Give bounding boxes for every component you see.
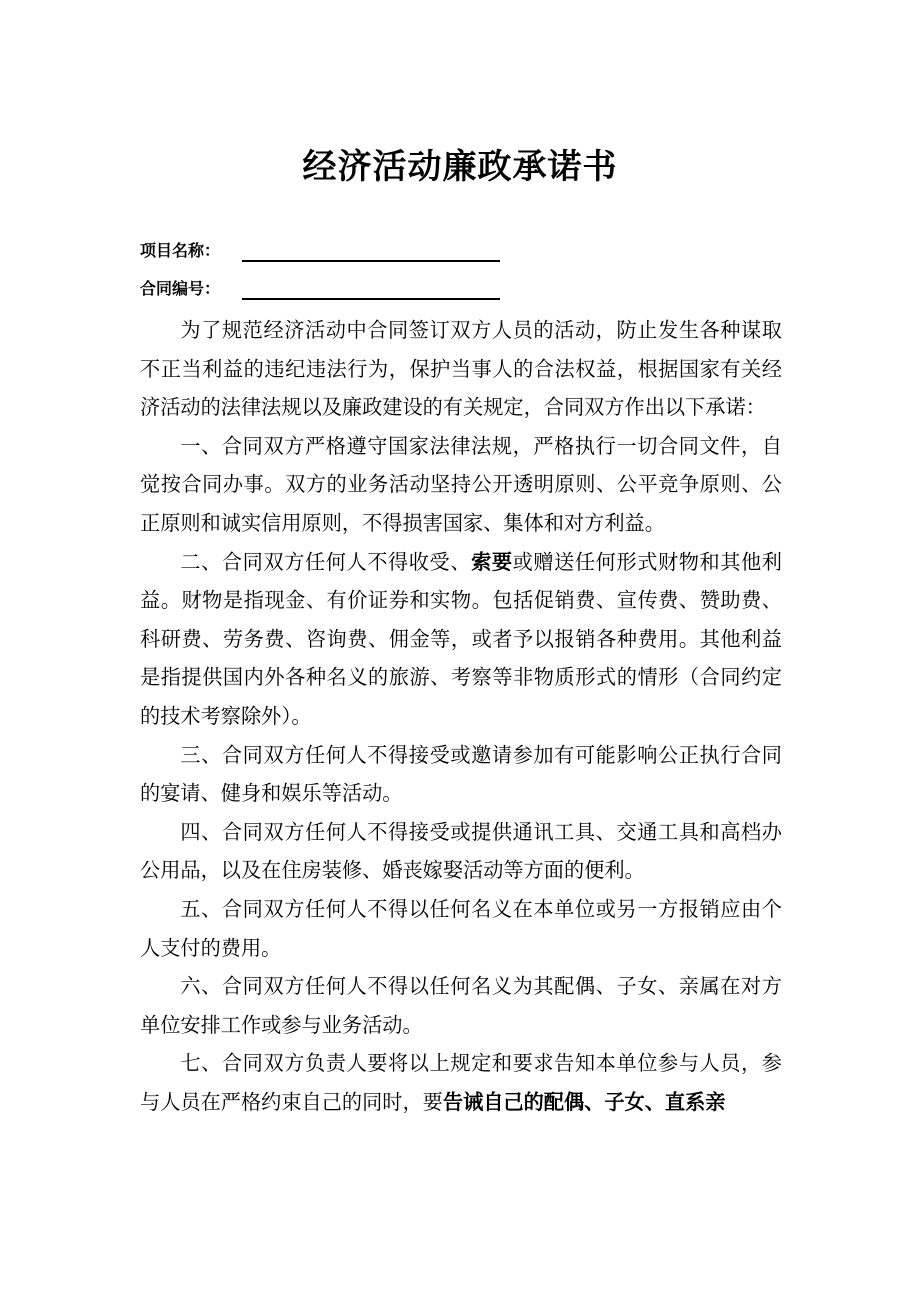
- clause-2: [140, 543, 782, 736]
- clause-7-bold: 告诫自己的配偶、子女、直系亲: [442, 1089, 726, 1114]
- contract-number-field: [140, 270, 500, 300]
- clause-7-text-a: 七、合同双方负责人要将以上规定和要求告知本单位参与人员，参与人员在严格约束自己的同时，要: [140, 1051, 782, 1114]
- clause-1: 一、合同双方严格遵守国家法律法规，严格执行一切合同文件，自觉按合同办事。双方的业务活动坚持公开透明原则、公平竞争原则、公正原则和诚实信用原则，不得损害国家、集体和对方利益。: [140, 433, 782, 535]
- document-title: 经济活动廉政承诺书: [302, 147, 618, 187]
- project-name-label: 项目名称：: [140, 241, 221, 260]
- clause-2-bold: 索要: [471, 549, 513, 574]
- project-name-blank[interactable]: [242, 238, 500, 262]
- clause-7: [140, 1044, 782, 1121]
- clause-6: 六、合同双方任何人不得以任何名义为其配偶、子女、亲属在对方单位安排工作或参与业务活动。: [140, 974, 782, 1037]
- intro-paragraph: 为了规范经济活动中合同签订双方人员的活动，防止发生各种谋取不正当利益的违纪违法行为，保护当事人的合法权益，根据国家有关经济活动的法律法规以及廉政建设的有关规定，合同双方作出以下承诺：: [140, 318, 782, 420]
- contract-number-blank[interactable]: [242, 276, 500, 300]
- clause-5: 五、合同双方任何人不得以任何名义在本单位或另一方报销应由个人支付的费用。: [140, 896, 782, 960]
- clause-2-text-b: 或赠送任何形式财物和其他利益。财物是指现金、有价证券和实物。包括促销费、宣传费、赞助费、科研费、劳务费、咨询费、佣金等，或者予以报销各种费用。其他利益是指提供国内外各种名义的旅游、考察等非物质形式的情形（合同约定的技术考察除外）。: [140, 549, 782, 728]
- project-name-field: [140, 232, 500, 262]
- clause-4: 四、合同双方任何人不得接受或提供通讯工具、交通工具和高档办公用品，以及在住房装修、婚丧嫁娶活动等方面的便利。: [140, 819, 782, 883]
- clause-3: 三、合同双方任何人不得接受或邀请参加有可能影响公正执行合同的宴请、健身和娱乐等活动。: [140, 742, 782, 806]
- clause-2-text-a: 二、合同双方任何人不得收受、: [180, 549, 472, 574]
- contract-number-label: 合同编号：: [140, 279, 221, 298]
- document-body: [140, 311, 782, 1121]
